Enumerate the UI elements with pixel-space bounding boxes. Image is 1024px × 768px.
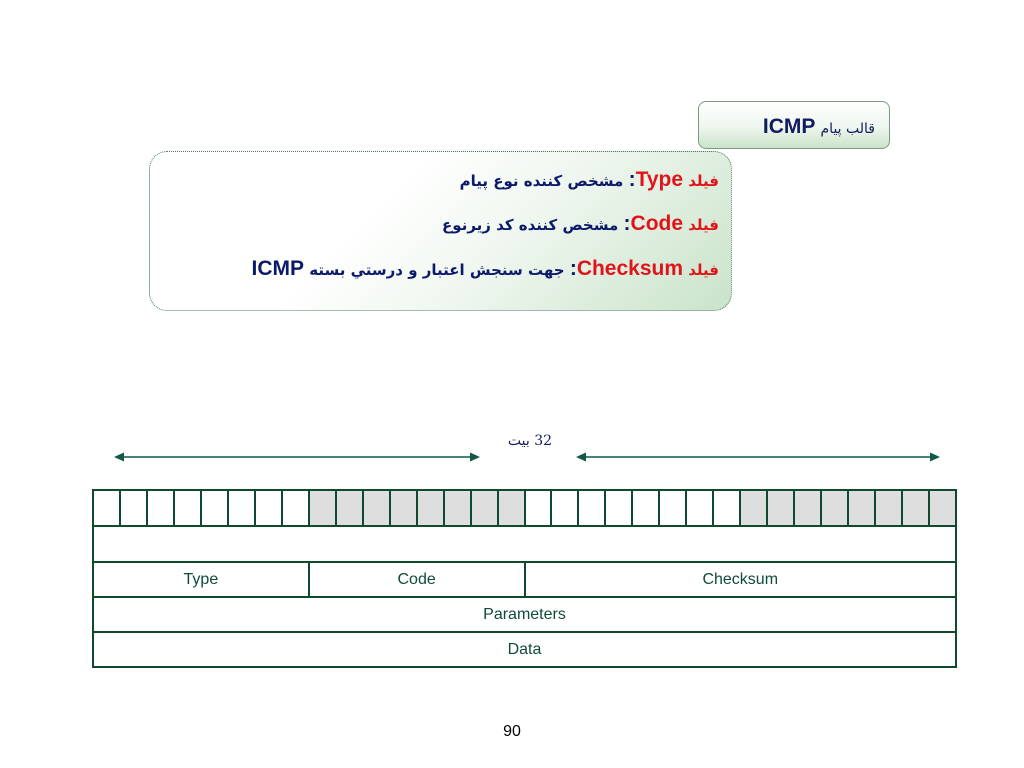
bit-cell [174, 490, 201, 526]
bit-cell [309, 490, 336, 526]
bit-cell [255, 490, 282, 526]
icmp-header-diagram [92, 489, 957, 668]
bit-cell [201, 490, 228, 526]
field-colon: : [623, 212, 631, 235]
field-label: فيلد [688, 261, 719, 279]
bit-cell [875, 490, 902, 526]
bit-cell [390, 490, 417, 526]
blank-cell [93, 526, 956, 562]
bit-cell [740, 490, 767, 526]
bit-cell [363, 490, 390, 526]
width-arrows [110, 446, 950, 468]
bit-cell [848, 490, 875, 526]
left-arrow-head [114, 453, 124, 462]
bit-cell [929, 490, 956, 526]
bit-cell [471, 490, 498, 526]
code-field-description [442, 212, 719, 236]
bit-cell [120, 490, 147, 526]
field-suffix: ICMP [251, 257, 305, 280]
field-keyword: Checksum [576, 257, 684, 280]
bit-cell [902, 490, 929, 526]
slide-title [698, 101, 890, 149]
field-label: فيلد [688, 172, 719, 190]
field-description: مشخص كننده كد زيرنوع [442, 216, 619, 234]
type-field-description [460, 168, 719, 192]
bit-cell [147, 490, 174, 526]
field-label: فيلد [688, 216, 719, 234]
bit-cell [632, 490, 659, 526]
bit-cell [713, 490, 740, 526]
parameters-cell: Parameters [93, 597, 956, 632]
bit-cell [444, 490, 471, 526]
bit-cell [525, 490, 552, 526]
bit-width-label: 32 بيت [507, 433, 553, 449]
bit-cell [686, 490, 713, 526]
bit-cell [578, 490, 605, 526]
data-cell: Data [93, 632, 956, 667]
bit-cell [551, 490, 578, 526]
checksum-field-description [252, 257, 719, 281]
left-arrow-tail-head [470, 453, 480, 462]
bit-cell [605, 490, 632, 526]
field-keyword: Code [630, 212, 684, 235]
field-keyword: Type [635, 168, 684, 191]
title-persian: قالب پيام [820, 121, 875, 137]
blank-row [93, 526, 956, 562]
bit-cell [498, 490, 525, 526]
field-colon: : [569, 257, 577, 280]
type-code-checksum-row [93, 562, 956, 597]
field-description: جهت سنجش اعتبار و درستي بسته [309, 261, 565, 279]
data-row [93, 632, 956, 667]
bit-cell [794, 490, 821, 526]
bit-cell [282, 490, 309, 526]
bit-cell [417, 490, 444, 526]
code-cell: Code [309, 562, 525, 597]
bit-cell [659, 490, 686, 526]
bit-ruler-row [93, 490, 956, 526]
title-acronym: ICMP [762, 115, 816, 138]
parameters-row [93, 597, 956, 632]
bit-cell [821, 490, 848, 526]
page-number: 90 [503, 723, 521, 740]
type-cell: Type [93, 562, 309, 597]
right-arrow-tail-head [930, 453, 940, 462]
checksum-cell: Checksum [525, 562, 957, 597]
field-colon: : [628, 168, 636, 191]
bit-cell [228, 490, 255, 526]
field-description: مشخص كننده نوع پيام [459, 172, 624, 190]
right-arrow-head [576, 453, 586, 462]
bit-cell [336, 490, 363, 526]
bit-cell [767, 490, 794, 526]
bit-cell [93, 490, 120, 526]
field-descriptions-box [149, 151, 732, 311]
